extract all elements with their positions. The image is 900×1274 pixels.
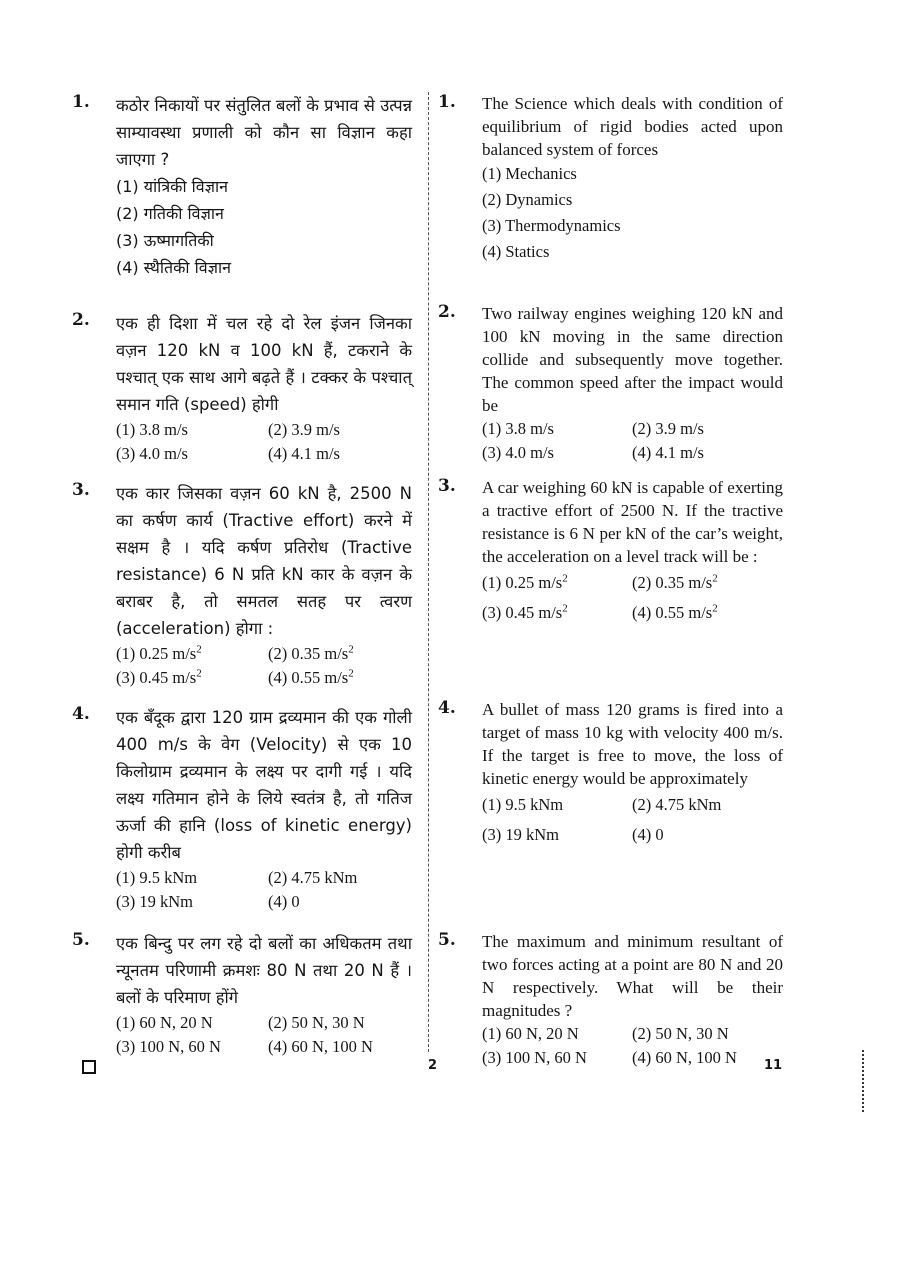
option-4 <box>632 441 782 465</box>
question-number: 3. <box>438 476 456 496</box>
question-3 <box>438 476 783 628</box>
question-number: 5. <box>438 930 456 950</box>
option-1 <box>482 790 632 820</box>
superscript: 2 <box>196 643 202 656</box>
option-2 <box>632 417 782 441</box>
question-number: 4. <box>72 704 90 724</box>
option-3 <box>116 227 412 254</box>
option-1 <box>482 568 632 598</box>
option-3 <box>116 1035 268 1059</box>
option-label: (4) Statics <box>482 242 550 261</box>
option-3 <box>482 598 632 628</box>
question-1 <box>72 92 412 281</box>
option-3 <box>116 442 268 466</box>
option-1 <box>116 173 412 200</box>
option-label: (3) Thermodynamics <box>482 216 621 235</box>
option-label: (1) 0.25 m/s <box>482 573 563 592</box>
option-3 <box>482 820 632 850</box>
options-group <box>116 173 412 281</box>
question-number: 5. <box>72 930 90 950</box>
option-1 <box>482 1022 632 1046</box>
option-label: (3) 100 N, 60 N <box>482 1048 587 1067</box>
option-3 <box>116 666 268 690</box>
question-text: The Science which deals with condition of equilibrium of rigid bodies acted upon balanced system of forces <box>482 94 783 159</box>
superscript: 2 <box>562 572 568 585</box>
option-label: (4) 0.55 m/s <box>632 603 713 622</box>
option-label: (1) Mechanics <box>482 164 577 183</box>
question-2 <box>438 302 783 465</box>
option-label: (3) ऊष्मागतिकी <box>116 231 214 250</box>
superscript: 2 <box>196 667 202 680</box>
superscript: 2 <box>562 602 568 615</box>
option-label: (2) 3.9 m/s <box>632 419 704 438</box>
option-4 <box>268 1035 418 1059</box>
option-3 <box>482 441 632 465</box>
option-2 <box>116 200 412 227</box>
option-label: (4) 60 N, 100 N <box>268 1037 373 1056</box>
question-text: कठोर निकायों पर संतुलित बलों के प्रभाव से उत्पन्न साम्यावस्था प्रणाली को कौन सा विज्ञान कहा जाएगा ? <box>116 96 412 169</box>
option-3 <box>482 213 783 239</box>
option-label: (2) 0.35 m/s <box>632 573 713 592</box>
options-group <box>116 642 412 690</box>
question-text: एक कार जिसका वज़न 60 kN है, 2500 N का कर्षण कार्य (Tractive effort) करने में सक्षम है । यदि कर्षण प्रतिरोध (Tractive resistance) 6 N प्रति kN कार के वज़न के बराबर है, तो समतल सतह पर त्वरण (acceleration) होगा : <box>116 484 412 638</box>
option-4 <box>116 254 412 281</box>
option-2 <box>632 790 782 820</box>
option-2 <box>268 1011 418 1035</box>
option-1 <box>482 161 783 187</box>
option-label: (1) 60 N, 20 N <box>482 1024 579 1043</box>
option-label: (4) 0.55 m/s <box>268 668 349 687</box>
page-number-center: 2 <box>428 1058 438 1073</box>
option-2 <box>632 568 782 598</box>
option-label: (4) 4.1 m/s <box>632 443 704 462</box>
question-number: 4. <box>438 698 456 718</box>
question-4 <box>72 704 412 914</box>
question-number: 1. <box>72 92 90 112</box>
question-text: एक ही दिशा में चल रहे दो रेल इंजन जिनका वज़न 120 kN व 100 kN हैं, टकराने के पश्चात् एक साथ आगे बढ़ते हैं । टक्कर के पश्चात् समान गति (speed) होगी <box>116 314 412 414</box>
option-label: (4) 0 <box>268 892 300 911</box>
option-3 <box>116 890 268 914</box>
option-2 <box>632 1022 782 1046</box>
question-text: A bullet of mass 120 grams is fired into a target of mass 10 kg with velocity 400 m/s. If the target is free to move, the loss of kinetic energy would be approximately <box>482 700 783 788</box>
superscript: 2 <box>712 602 718 615</box>
question-text: A car weighing 60 kN is capable of exerting a tractive effort of 2500 N. If the tractive resistance is 6 N per kN of the car’s weight, the acceleration on a level track will be : <box>482 478 783 566</box>
scan-edge-mark <box>862 1050 866 1112</box>
option-4 <box>268 890 418 914</box>
option-label: (1) 3.8 m/s <box>116 420 188 439</box>
option-label: (2) 50 N, 30 N <box>632 1024 729 1043</box>
option-4 <box>268 442 418 466</box>
option-label: (2) 4.75 kNm <box>268 868 358 887</box>
option-4 <box>632 1046 782 1070</box>
superscript: 2 <box>712 572 718 585</box>
option-2 <box>482 187 783 213</box>
option-label: (1) 9.5 kNm <box>482 795 564 814</box>
question-4 <box>438 698 783 850</box>
question-text: एक बिन्दु पर लग रहे दो बलों का अधिकतम तथा न्यूनतम परिणामी क्रमशः 80 N तथा 20 N हैं । बलों के परिमाण होंगे <box>116 934 412 1007</box>
question-text: The maximum and minimum resultant of two forces acting at a point are 80 N and 20 N respectively. What will be their magnitudes ? <box>482 932 783 1020</box>
options-group <box>116 866 412 914</box>
question-2 <box>72 310 412 466</box>
question-number: 3. <box>72 480 90 500</box>
option-label: (3) 0.45 m/s <box>116 668 197 687</box>
option-label: (2) 4.75 kNm <box>632 795 722 814</box>
option-label: (3) 4.0 m/s <box>482 443 554 462</box>
option-1 <box>116 866 268 890</box>
option-1 <box>116 1011 268 1035</box>
option-label: (3) 0.45 m/s <box>482 603 563 622</box>
options-group <box>482 1022 783 1070</box>
superscript: 2 <box>348 643 354 656</box>
option-label: (4) 4.1 m/s <box>268 444 340 463</box>
option-label: (4) 0 <box>632 825 664 844</box>
option-label: (3) 4.0 m/s <box>116 444 188 463</box>
column-divider <box>428 92 429 1052</box>
question-number: 1. <box>438 92 456 112</box>
option-label: (2) 50 N, 30 N <box>268 1013 365 1032</box>
option-label: (2) गतिकी विज्ञान <box>116 204 224 223</box>
option-label: (2) 0.35 m/s <box>268 644 349 663</box>
option-label: (1) 0.25 m/s <box>116 644 197 663</box>
option-label: (1) 9.5 kNm <box>116 868 198 887</box>
option-1 <box>116 642 268 666</box>
options-group <box>482 568 783 628</box>
option-label: (3) 19 kNm <box>116 892 193 911</box>
option-2 <box>268 642 418 666</box>
question-number: 2. <box>438 302 456 322</box>
question-1 <box>438 92 783 265</box>
option-label: (2) Dynamics <box>482 190 573 209</box>
question-5 <box>438 930 783 1070</box>
question-3 <box>72 480 412 690</box>
question-number: 2. <box>72 310 90 330</box>
option-2 <box>268 418 418 442</box>
option-1 <box>116 418 268 442</box>
options-group <box>482 161 783 265</box>
option-label: (4) 60 N, 100 N <box>632 1048 737 1067</box>
question-text: एक बँदूक द्वारा 120 ग्राम द्रव्यमान की एक गोली 400 m/s के वेग (Velocity) से एक 10 किलोग्राम द्रव्यमान के लक्ष्य पर दागी गई । यदि लक्ष्य गतिमान होने के लिये स्वतंत्र है, तो गतिज ऊर्जा की हानि (loss of kinetic energy) होगी करीब <box>116 708 412 862</box>
question-text: Two railway engines weighing 120 kN and 100 kN moving in the same direction collide and subsequently move together. The common speed after the impact would be <box>482 304 783 415</box>
option-label: (3) 19 kNm <box>482 825 559 844</box>
option-2 <box>268 866 418 890</box>
option-label: (3) 100 N, 60 N <box>116 1037 221 1056</box>
option-4 <box>268 666 418 690</box>
option-label: (2) 3.9 m/s <box>268 420 340 439</box>
option-4 <box>482 239 783 265</box>
option-label: (1) 60 N, 20 N <box>116 1013 213 1032</box>
option-label: (1) यांत्रिकी विज्ञान <box>116 177 228 196</box>
options-group <box>116 418 412 466</box>
page-number-right: 11 <box>764 1058 783 1073</box>
option-label: (4) स्थैतिकी विज्ञान <box>116 258 231 277</box>
option-label: (1) 3.8 m/s <box>482 419 554 438</box>
option-4 <box>632 598 782 628</box>
option-1 <box>482 417 632 441</box>
options-group <box>482 417 783 465</box>
option-3 <box>482 1046 632 1070</box>
options-group <box>482 790 783 850</box>
square-mark-icon <box>82 1060 96 1074</box>
question-5 <box>72 930 412 1059</box>
option-4 <box>632 820 782 850</box>
options-group <box>116 1011 412 1059</box>
superscript: 2 <box>348 667 354 680</box>
